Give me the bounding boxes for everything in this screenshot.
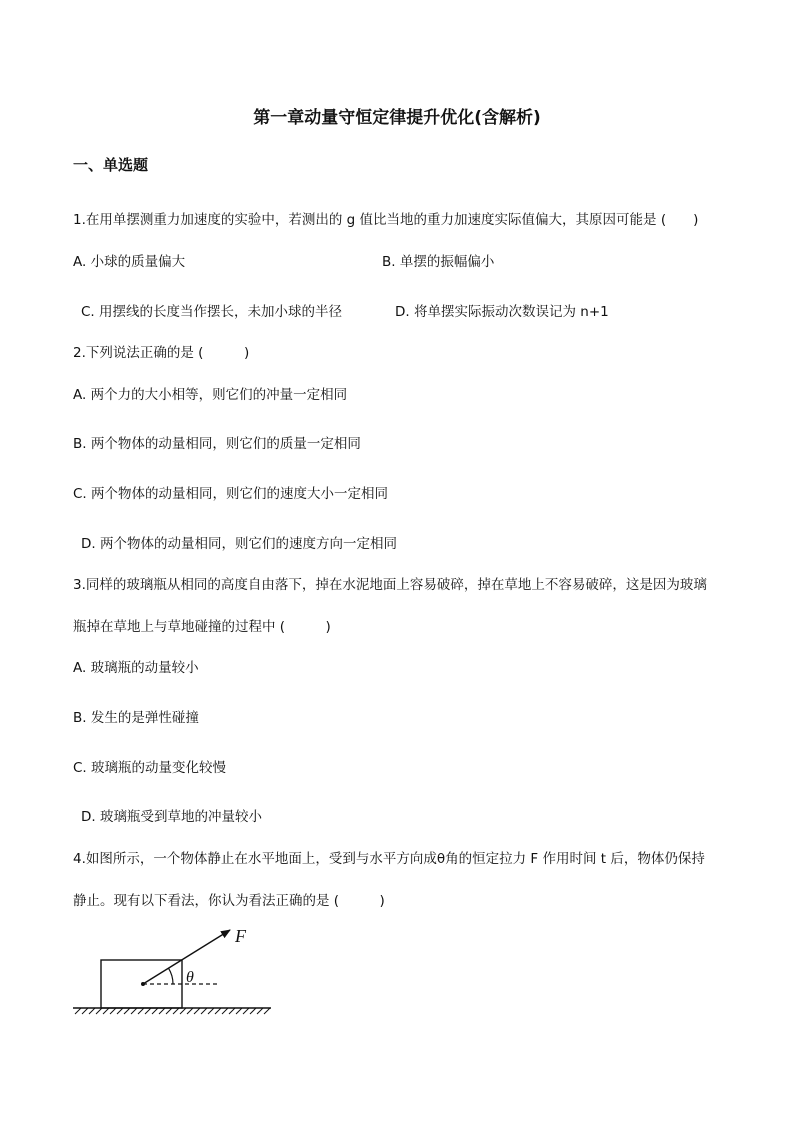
q1-option-c: C. 用摆线的长度当作摆长，未加小球的半径	[81, 304, 343, 320]
question-2-stem: 2.下列说法正确的是 ( )	[73, 345, 250, 361]
angle-arc	[169, 968, 174, 984]
question-3-stem-line-2: 瓶掉在草地上与草地碰撞的过程中 ( )	[73, 619, 331, 635]
q2-option-d: D. 两个物体的动量相同，则它们的速度方向一定相同	[81, 536, 397, 552]
q3-option-d: D. 玻璃瓶受到草地的冲量较小	[81, 809, 262, 825]
q3-option-b: B. 发生的是弹性碰撞	[73, 710, 199, 726]
q2-option-b: B. 两个物体的动量相同，则它们的质量一定相同	[73, 436, 361, 452]
question-3-stem-line-1: 3.同样的玻璃瓶从相同的高度自由落下，掉在水泥地面上容易破碎，掉在草地上不容易破碎，这是因为玻璃	[73, 577, 707, 593]
q1-option-b: B. 单摆的振幅偏小	[382, 254, 495, 270]
q1-option-a: A. 小球的质量偏大	[73, 254, 186, 270]
ground-hatching	[75, 1008, 270, 1014]
force-diagram	[65, 920, 285, 1025]
page-title: 第一章动量守恒定律提升优化(含解析)	[253, 108, 541, 128]
question-4-stem-line-2: 静止。现有以下看法，你认为看法正确的是 ( )	[73, 893, 385, 909]
angle-label: θ	[186, 969, 194, 986]
q2-option-c: C. 两个物体的动量相同，则它们的速度大小一定相同	[73, 486, 389, 502]
q2-option-a: A. 两个力的大小相等，则它们的冲量一定相同	[73, 387, 348, 403]
force-label: F	[235, 926, 246, 946]
q3-option-a: A. 玻璃瓶的动量较小	[73, 660, 199, 676]
section-heading: 一、单选题	[73, 156, 149, 174]
q1-option-d: D. 将单摆实际振动次数误记为 n+1	[395, 304, 609, 320]
question-4-stem-line-1: 4.如图所示，一个物体静止在水平地面上，受到与水平方向成θ角的恒定拉力 F 作用时间 t 后，物体仍保持	[73, 851, 705, 867]
q3-option-c: C. 玻璃瓶的动量变化较慢	[73, 760, 227, 776]
question-1-stem: 1.在用单摆测重力加速度的实验中，若测出的 g 值比当地的重力加速度实际值偏大，其原因可能是 ( )	[73, 212, 699, 228]
